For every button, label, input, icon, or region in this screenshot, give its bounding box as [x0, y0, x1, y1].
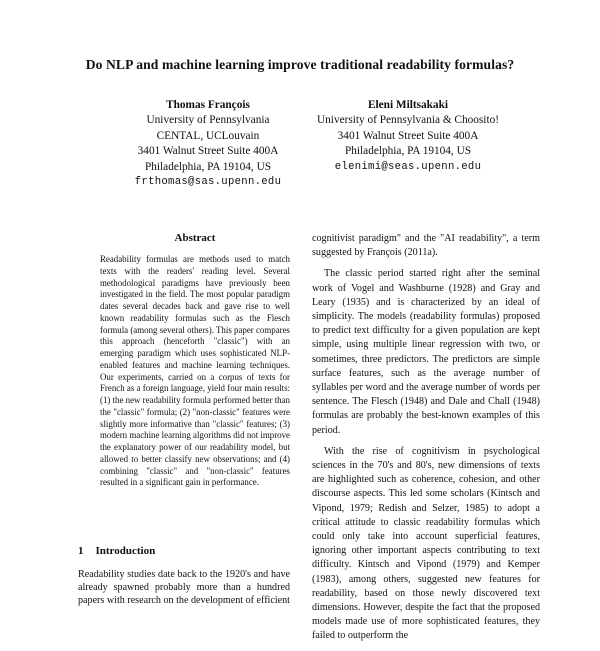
author-email: frthomas@sas.upenn.edu — [134, 176, 282, 189]
author-address: 3401 Walnut Street Suite 400A — [337, 129, 479, 142]
author-block-2 — [279, 98, 537, 175]
paragraph: cognitivist paradigm" and the "AI readability", a term suggested by François (2011a). — [312, 233, 540, 259]
paper-title: Do NLP and machine learning improve traditional readability formulas? — [85, 57, 515, 72]
paragraph: With the rise of cognitivism in psychological sciences in the 70's and 80's, new dimensions of texts are highlighted such as coherence, cohesion, and other discourse aspects. This led some scholars (Kintsch and Vipond, 1979; Redish and Selzer, 1985) to adopt a critical attitude to classic readability formulas which could only take into account superficial features, ignoring other important aspects contributing to text difficulty. Kintsch and Vipond (1979) and Kemper (1983), among others, suggested new features for readability, based on those newly discovered text dimensions. However, despite the fact that the proposed models made use of more sophisticated features, they failed to outperform the — [312, 445, 540, 642]
paragraph: The classic period started right after the seminal work of Vogel and Washburne (1928) and Gray and Leary (1935) and is characterized by an ideal of simplicity. The models (readability formulas) proposed to predict text difficulty for a given population are kept simple, using multiple linear regression with two, or sometimes, three predictors. The predictors are simple surface features, such as the average number of syllables per word and the average number of words per sentence. The Flesch (1948) and Dale and Chall (1948) formulas are probably the best-known examples of this period. — [312, 268, 540, 436]
author-affiliation: CENTAL, UCLouvain — [156, 129, 260, 142]
author-name: Eleni Miltsakaki — [367, 99, 449, 111]
author-city: Philadelphia, PA 19104, US — [144, 160, 272, 173]
right-column — [312, 232, 540, 651]
author-email: elenimi@seas.upenn.edu — [334, 160, 482, 173]
author-city: Philadelphia, PA 19104, US — [344, 145, 472, 158]
section-title: Introduction — [95, 545, 156, 557]
section-heading-introduction — [78, 545, 155, 557]
introduction-text: Readability studies date back to the 1920's and have already spawned probably more than a hundred papers with research on the development of efficient — [78, 569, 290, 607]
author-affiliation: University of Pennsylvania — [146, 114, 270, 127]
author-affiliation: University of Pennsylvania & Choosito! — [317, 114, 499, 127]
abstract-heading: Abstract — [174, 232, 216, 244]
author-name: Thomas François — [166, 99, 250, 111]
section-number: 1 — [78, 545, 84, 557]
author-address: 3401 Walnut Street Suite 400A — [137, 145, 279, 158]
abstract-text: Readability formulas are methods used to match texts with the readers' reading level. Several methodological paradigms have previously been investigated in the field. The most popular paradigm dates several decades back and gave rise to well known readability formulas such as the Flesch formula (among several others). This paper compares this approach (henceforth "classic") with an emerging paradigm which uses sophisticated NLP-enabled features and machine learning techniques. Our experiments, carried on a corpus of texts for French as a foreign language, yield four main results: (1) the new readability formula performed better than the "classic" formula; (2) "non-classic" features were slightly more informative than "classic" features; (3) modern machine learning algorithms did not improve the explanatory power of our readability model, but allowed to better classify new observations; and (4) combining "classic" and "non-classic" features resulted in a significant gain in performance. — [100, 254, 290, 488]
